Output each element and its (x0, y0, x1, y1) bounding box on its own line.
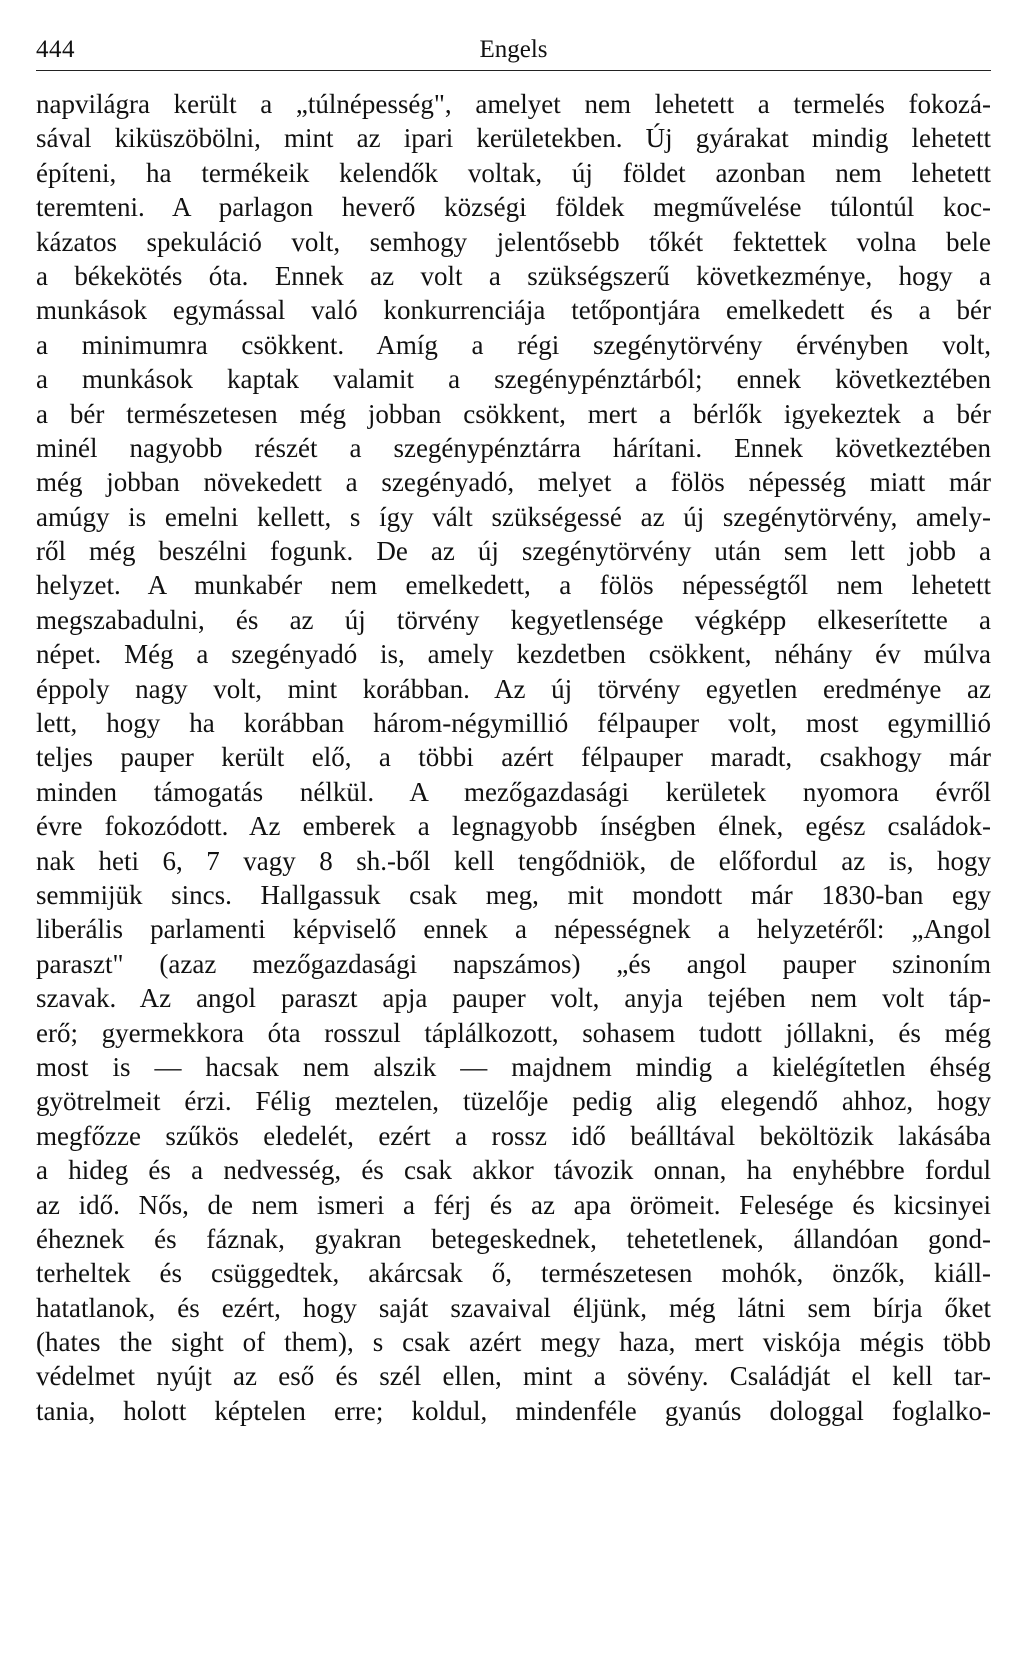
text-line: amúgy is emelni kellett, s így vált szükségessé az új szegénytörvény, amely- (36, 501, 991, 532)
text-line: megfőzze szűkös eledelét, ezért a rossz idő beálltával beköltözik lakásába (36, 1120, 991, 1151)
text-line: teremteni. A parlagon heverő községi földek megművelése túlontúl koc- (36, 192, 991, 223)
page-number: 444 (36, 36, 75, 63)
text-line: évre fokozódott. Az emberek a legnagyobb ínségben élnek, egész családok- (36, 811, 991, 842)
text-line: a békekötés óta. Ennek az volt a szükségszerű következménye, hogy a (36, 260, 991, 291)
text-line: az idő. Nős, de nem ismeri a férj és az apa örömeit. Felesége és kicsinyei (36, 1189, 991, 1220)
text-line: paraszt" (azaz mezőgazdasági napszámos) „és angol pauper szinoním (36, 948, 991, 979)
text-line: minél nagyobb részét a szegénypénztárra hárítani. Ennek következtében (36, 432, 991, 463)
text-line: a minimumra csökkent. Amíg a régi szegénytörvény érvényben volt, (36, 329, 991, 360)
text-line: kázatos spekuláció volt, semhogy jelentősebb tőkét fektettek volna bele (36, 226, 991, 257)
text-line: tania, holott képtelen erre; koldul, mindenféle gyanús dologgal foglalko- (36, 1395, 991, 1426)
text-line: ről még beszélni fogunk. De az új szegénytörvény után sem lett jobb a (36, 536, 991, 567)
text-line: megszabadulni, és az új törvény kegyetlensége végképp elkeserítette a (36, 604, 991, 635)
text-line: gyötrelmeit érzi. Félig meztelen, tüzelője pedig alig elegendő ahhoz, hogy (36, 1086, 991, 1117)
text-line: szavak. Az angol paraszt apja pauper volt, anyja tejében nem volt táp- (36, 983, 991, 1014)
running-title: Engels (479, 36, 548, 63)
text-line: éppoly nagy volt, mint korábban. Az új törvény egyetlen eredménye az (36, 673, 991, 704)
text-line: lett, hogy ha korábban három-négymillió félpauper volt, most egymillió (36, 708, 991, 739)
text-line: munkások egymással való konkurrenciája tetőpontjára emelkedett és a bér (36, 295, 991, 326)
text-line: helyzet. A munkabér nem emelkedett, a fölös népességtől nem lehetett (36, 570, 991, 601)
text-line: a munkások kaptak valamit a szegénypénztárból; ennek következtében (36, 364, 991, 395)
text-line: még jobban növekedett a szegényadó, melyet a fölös népesség miatt már (36, 467, 991, 498)
text-line: semmijük sincs. Hallgassuk csak meg, mit mondott már 1830-ban egy (36, 879, 991, 910)
text-line: most is — hacsak nem alszik — majdnem mindig a kielégítetlen éhség (36, 1051, 991, 1082)
text-line: (hates the sight of them), s csak azért megy haza, mert viskója mégis több (36, 1327, 991, 1358)
text-line: napvilágra került a „túlnépesség", amelyet nem lehetett a termelés fokozá- (36, 89, 991, 119)
text-line: hatatlanok, és ezért, hogy saját szavaival éljünk, még látni sem bírja őket (36, 1292, 991, 1323)
text-line: terheltek és csüggedtek, akárcsak ő, természetesen mohók, önzők, kiáll- (36, 1258, 991, 1289)
text-line: liberális parlamenti képviselő ennek a népességnek a helyzetéről: „Angol (36, 914, 991, 945)
book-page (36, 30, 991, 1428)
body-text (36, 87, 991, 1428)
text-line: minden támogatás nélkül. A mezőgazdasági kerületek nyomora évről (36, 776, 991, 807)
text-line: teljes pauper került elő, a többi azért félpauper maradt, csakhogy már (36, 742, 991, 773)
text-line: építeni, ha termékeik kelendők voltak, új földet azonban nem lehetett (36, 157, 991, 188)
text-line: nak heti 6, 7 vagy 8 sh.-ből kell tengődniök, de előfordul az is, hogy (36, 845, 991, 876)
text-line: sával kiküszöbölni, mint az ipari kerületekben. Új gyárakat mindig lehetett (36, 123, 991, 154)
text-line: erő; gyermekkora óta rosszul táplálkozott, sohasem tudott jóllakni, és még (36, 1017, 991, 1048)
text-line: éheznek és fáznak, gyakran betegeskednek, tehetetlenek, állandóan gond- (36, 1223, 991, 1254)
text-line: védelmet nyújt az eső és szél ellen, mint a sövény. Családját el kell tar- (36, 1361, 991, 1392)
text-line: a hideg és a nedvesség, és csak akkor távozik onnan, ha enyhébbre fordul (36, 1155, 991, 1186)
page-header (36, 30, 991, 71)
text-line: népet. Még a szegényadó is, amely kezdetben csökkent, néhány év múlva (36, 639, 991, 670)
text-line: a bér természetesen még jobban csökkent, mert a bérlők igyekeztek a bér (36, 398, 991, 429)
